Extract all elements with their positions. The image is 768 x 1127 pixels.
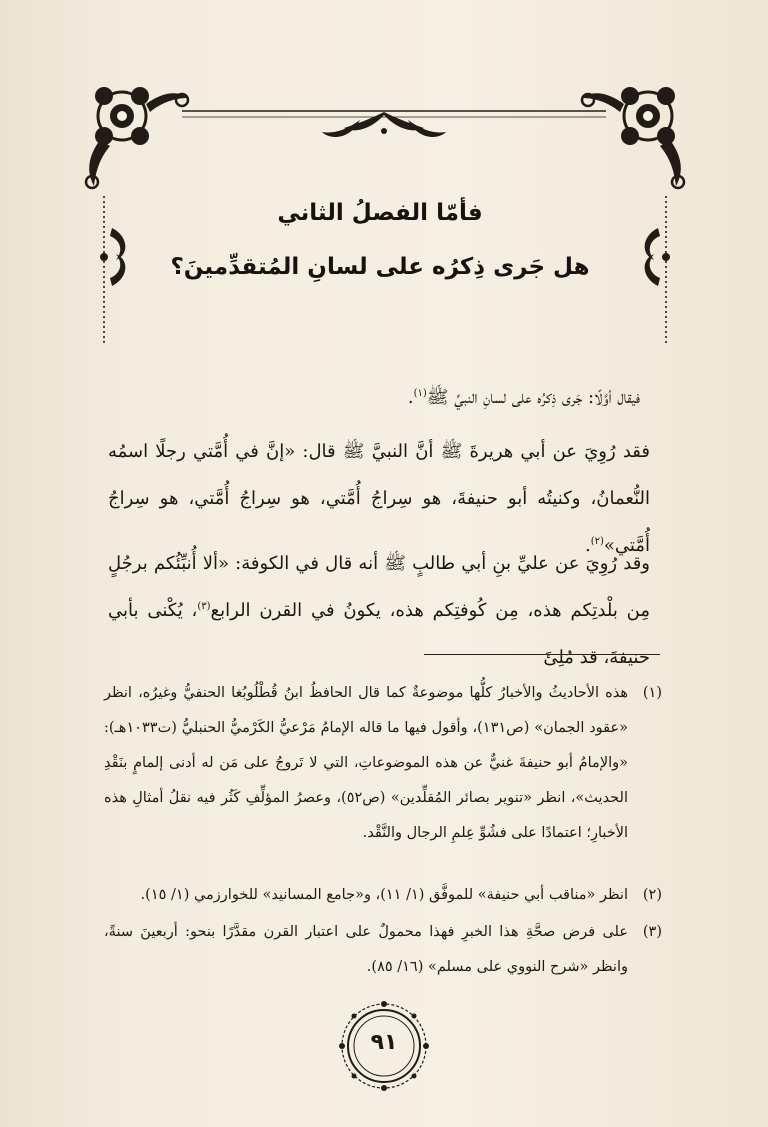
footnote-3-text: على فرض صحَّةِ هذا الخبرِ فهذا محمولٌ على اعتبار القرن مقدَّرًا بنحو: أربعينَ سنةً، وانظر «شرح النووي على مسلم» (١٦/ ٨٥). [104,924,628,975]
paragraph-3-end: ، يُكْنى بأبي حنيفةَ، قد مُلِئَ [108,600,650,668]
corner-ornament-left-icon [86,87,188,188]
chapter-title: فأمّا الفصلُ الثاني [277,200,483,226]
paragraph-1: فيقال أوَّلًا: جَرى ذِكرُه على لسانِ النبيِّ ﷺ$^{(١)}$. [407,387,640,408]
footnote-3 [104,915,662,985]
page-number: ٩١ [370,1030,398,1055]
footnote-1-text: هذه الأحاديثُ والأخبارُ كلُّها موضوعةٌ كما قال الحافظُ ابنُ قُطْلُوبُغا الحنفيُّ وغيرُه، انظر «عقود الجمان» (ص١٣١)، وأقول فيها ما قاله الإمامُ مَرْعيُّ الكَرْميُّ الحنبليُّ (ت١٠٣٣هـ): «والإمامُ أبو حنيفةَ غنيٌّ عن هذه الموضوعاتِ، التي لا تَروجُ على مَن له أدنى إلمامٍ بنَقْدِ الحديث»، انظر «تنوير بصائر المُقلِّدين» (ص٥٢)، وعصرُ المؤلِّفِ كَثُر فيه نقلُ أمثالِ هذه الأخبارِ؛ اعتمادًا على فشُوِّ عِلمِ الرجال والنَّقْد. [104,685,629,841]
footnote-separator [424,654,660,655]
paragraph-1-text: فيقال أوَّلًا: جَرى ذِكرُه على لسانِ النبيِّ ﷺ [426,387,640,408]
paragraph-2-text: فقد رُوِيَ عن أبي هريرةَ ﷺ أنَّ النبيَّ ﷺ قال: «إنَّ في أُمَّتي رجلًا اسمُه النُّعمانُ، وكنيتُه أبو حنيفةَ، هو سِراجُ أُمَّتي، هو سِراجُ أُمَّتي، هو سِراجُ أُمَّتي» [108,441,650,556]
footnote-1 [104,676,662,851]
footnote-3-number: (٣) [642,924,662,940]
footnote-2-text: انظر «مناقب أبي حنيفة» للموفَّق (١/ ١١)، و«جامع المسانيد» للخوارزمي (١/ ١٥). [140,887,628,903]
footnote-2-number: (٢) [642,887,662,903]
corner-ornament-right-icon [582,87,684,188]
footnote-ref-3[interactable]: (٣) [197,601,211,612]
footnote-ref-2[interactable]: (٢) [590,536,604,547]
paragraph-2: فقد رُوِيَ عن أبي هريرةَ ﷺ أنَّ النبيَّ ﷺ قال: «إنَّ في أُمَّتي رجلًا اسمُه النُّعمانُ، وكنيتُه أبو حنيفةَ، هو سِراجُ أُمَّتي، هو سِراجُ أُمَّتي، هو سِراجُ أُمَّتي»$^{(٢)}$. [108,441,650,556]
top-center-ornament-icon [322,112,446,137]
paragraph-3-text: وقد رُوِيَ عن عليِّ بنِ أبي طالبٍ ﷺ أنه قال في الكوفة: «ألا أُنبِّئُكم برجُلٍ مِن بلْدتِكم هذه، مِن كُوفتِكم هذه، يكونُ في القرن الرابع [108,553,650,621]
ornamental-frame [0,0,768,360]
chapter-subtitle: هل جَرى ذِكرُه على لسانِ المُتقدِّمينَ؟ [170,254,590,280]
footnote-ref-1[interactable]: (١) [413,388,427,399]
page-number-medallion [338,1000,430,1092]
footnote-1-number: (١) [642,685,662,701]
footnote-2 [104,878,662,913]
paragraph-3 [108,540,650,681]
